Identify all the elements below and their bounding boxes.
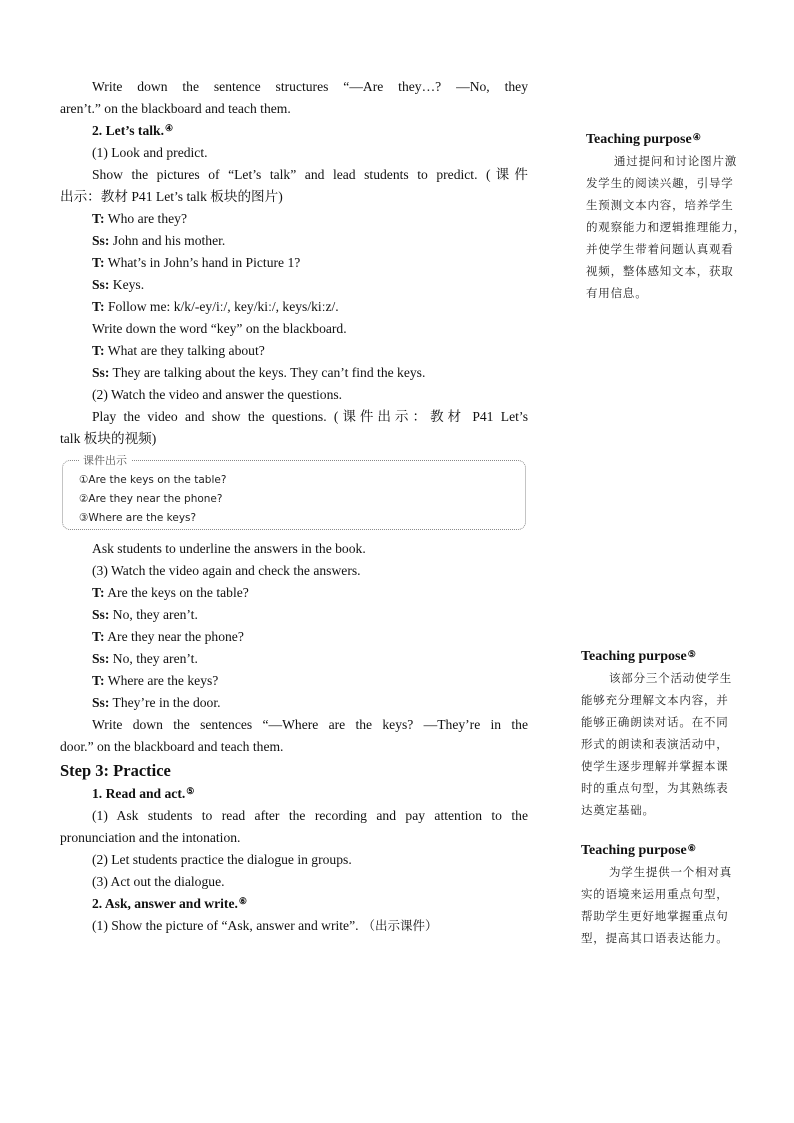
dialogue-line bbox=[60, 362, 528, 384]
section-heading-read-act: 1. Read and act.⑤ bbox=[92, 786, 195, 801]
courseware-question: ③Where are the keys? bbox=[79, 512, 197, 524]
dialogue-text: Where are the keys? bbox=[104, 673, 219, 688]
teaching-purpose-title: Teaching purpose⑥ bbox=[581, 843, 696, 858]
dialogue-text: No, they aren’t. bbox=[109, 651, 198, 666]
dialogue-text: Keys. bbox=[109, 277, 145, 292]
footnote-marker: ④ bbox=[692, 132, 701, 142]
sub-step: (2) Watch the video and answer the questions. bbox=[92, 387, 343, 402]
dialogue-text: Who are they? bbox=[104, 211, 187, 226]
dialogue-line bbox=[60, 340, 528, 362]
speaker-label: Ss: bbox=[92, 607, 110, 622]
sub-step: (1) Show the picture of “Ask, answer and write”. （出示课件） bbox=[92, 918, 438, 933]
speaker-label: T: bbox=[92, 673, 105, 688]
teaching-purpose-title: Teaching purpose⑤ bbox=[581, 649, 696, 664]
paragraph-line: (1) Ask students to read after the recording and pay attention to the bbox=[92, 808, 528, 823]
dialogue-line bbox=[60, 230, 528, 252]
paragraph-line: Show the pictures of “Let’s talk” and lead students to predict. (课件 bbox=[92, 167, 528, 182]
courseware-box bbox=[62, 454, 526, 530]
paragraph-line: 出示：教材 P41 Let’s talk 板块的图片) bbox=[60, 189, 283, 204]
paragraph-line: aren’t.” on the blackboard and teach them. bbox=[60, 101, 291, 116]
dialogue-line bbox=[60, 604, 528, 626]
speaker-label: T: bbox=[92, 343, 105, 358]
teaching-purpose-title: Teaching purpose④ bbox=[586, 132, 701, 147]
footnote-marker: ④ bbox=[165, 123, 174, 133]
speaker-label: T: bbox=[92, 299, 105, 314]
paragraph-line: door.” on the blackboard and teach them. bbox=[60, 739, 284, 754]
paragraph-line: Play the video and show the questions. (课件出示：教材 P41 Let’s bbox=[92, 409, 528, 424]
courseware-question: ①Are the keys on the table? bbox=[79, 474, 227, 486]
paragraph-line: Write down the sentences “—Where are the keys? —They’re in the bbox=[92, 717, 528, 732]
paragraph-line: talk 板块的视频) bbox=[60, 431, 157, 446]
paragraph-line: Ask students to underline the answers in the book. bbox=[92, 541, 366, 556]
teaching-purpose-6 bbox=[581, 841, 761, 949]
speaker-label: Ss: bbox=[92, 695, 110, 710]
dialogue-text: Are they near the phone? bbox=[104, 629, 244, 644]
paragraph-line: Write down the sentence structures “—Are they…? —No, they bbox=[92, 79, 528, 94]
dialogue-line bbox=[60, 274, 528, 296]
speaker-label: Ss: bbox=[92, 365, 110, 380]
dialogue-line bbox=[60, 670, 528, 692]
teaching-purpose-text: 为学生提供一个相对真 实的语境来运用重点句型， 帮助学生更好地掌握重点句 型，提高其口语表达能力。 bbox=[581, 865, 732, 945]
speaker-label: T: bbox=[92, 211, 105, 226]
speaker-label: Ss: bbox=[92, 233, 110, 248]
footnote-marker: ⑤ bbox=[687, 649, 696, 659]
section-heading-ask-answer: 2. Ask, answer and write.⑥ bbox=[92, 896, 247, 911]
dialogue-text: Follow me: k/k/-ey/iː/, key/kiː/, keys/kiːz/. bbox=[104, 299, 339, 314]
dialogue-text: John and his mother. bbox=[109, 233, 226, 248]
lesson-main-column bbox=[60, 76, 528, 937]
teaching-purpose-text: 该部分三个活动使学生 能够充分理解文本内容，并 能够正确朗读对话。在不同 形式的朗读和表演活动中， 使学生逐步理解并掌握本课 时的重点句型，为其熟练表 达奠定基础。 bbox=[581, 671, 732, 817]
teaching-purpose-5 bbox=[581, 647, 761, 821]
dialogue-line bbox=[60, 208, 528, 230]
footnote-marker: ⑥ bbox=[238, 896, 247, 906]
dialogue-line bbox=[60, 582, 528, 604]
sub-step: (3) Act out the dialogue. bbox=[92, 874, 225, 889]
dialogue-text: They are talking about the keys. They can’t find the keys. bbox=[109, 365, 426, 380]
dialogue-text: Are the keys on the table? bbox=[104, 585, 249, 600]
paragraph-line: Write down the word “key” on the blackboard. bbox=[92, 321, 347, 336]
dialogue-line bbox=[60, 648, 528, 670]
speaker-label: Ss: bbox=[92, 277, 110, 292]
footnote-marker: ⑤ bbox=[186, 786, 195, 796]
courseware-questions bbox=[79, 471, 226, 528]
sub-step: (3) Watch the video again and check the answers. bbox=[92, 563, 361, 578]
speaker-label: Ss: bbox=[92, 651, 110, 666]
dialogue-text: They’re in the door. bbox=[109, 695, 221, 710]
teaching-purpose-4 bbox=[586, 130, 766, 304]
dialogue-line bbox=[60, 296, 528, 318]
speaker-label: T: bbox=[92, 255, 105, 270]
dialogue-text: What’s in John’s hand in Picture 1? bbox=[104, 255, 301, 270]
dialogue-line bbox=[60, 692, 528, 714]
sub-step: (2) Let students practice the dialogue in groups. bbox=[92, 852, 352, 867]
dialogue-line bbox=[60, 626, 528, 648]
dialogue-line bbox=[60, 252, 528, 274]
courseware-box-title: 课件出示 bbox=[79, 452, 131, 468]
dialogue-text: What are they talking about? bbox=[104, 343, 265, 358]
dialogue-text: No, they aren’t. bbox=[109, 607, 198, 622]
teaching-purpose-text: 通过提问和讨论图片激 发学生的阅读兴趣，引导学 生预测文本内容，培养学生 的观察能力和逻辑推理能力， 并使学生带着问题认真观看 视频，整体感知文本，获取 有用信息。 bbox=[586, 154, 746, 300]
paragraph-line: pronunciation and the intonation. bbox=[60, 830, 241, 845]
courseware-question: ②Are they near the phone? bbox=[79, 493, 223, 505]
section-heading-lets-talk: 2. Let’s talk.④ bbox=[92, 123, 174, 138]
step-heading: Step 3: Practice bbox=[60, 761, 171, 780]
sub-step: (1) Look and predict. bbox=[92, 145, 208, 160]
speaker-label: T: bbox=[92, 629, 105, 644]
speaker-label: T: bbox=[92, 585, 105, 600]
footnote-marker: ⑥ bbox=[687, 843, 696, 853]
